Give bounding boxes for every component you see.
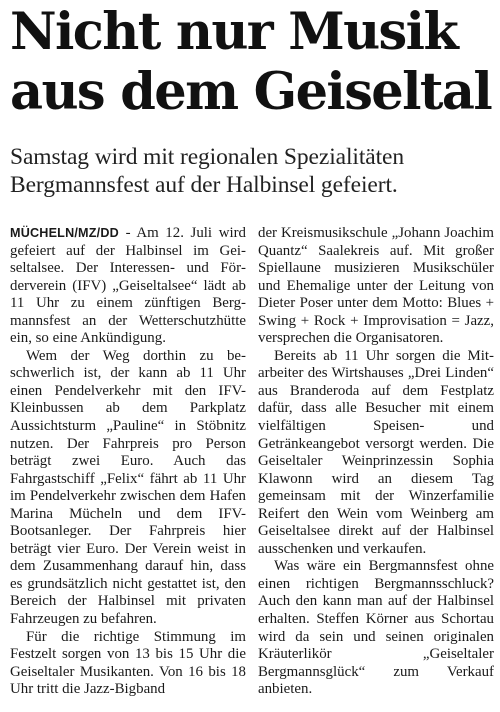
subheadline-line-1: Samstag wird mit regionalen Spezialitäten (10, 144, 404, 170)
headline-line-1: Nicht nur Musik (10, 2, 458, 62)
article-column-left (10, 225, 246, 699)
paragraph-1-text: - Am 12. Juli wird gefeiert auf der Halbinsel im Geiseltalsee. Der Interessen- und Förderverein (IFV) „Geiseltalsee“ lädt ab 11 Uhr zu einem zünftigen Bergmannsfest an der Wetterschutzhütte ein, so eine Ankündigung. (10, 225, 246, 347)
article-column-right (258, 225, 494, 699)
headline (10, 2, 495, 122)
paragraph-3: Für die richtige Stimmung im Festzelt sorgen von 13 bis 15 Uhr die Geiseltaler Musikanten. Von 16 bis 18 Uhr tritt die Jazz-Bigband (10, 628, 246, 698)
dateline: MÜCHELN/MZ/DD (10, 226, 119, 240)
paragraph-3-continued: der Kreismusikschule „Johann Joachim Quantz“ Saalekreis auf. Mit großer Spiellaune musizieren Musikschüler und Ehemalige unter der Leitung von Dieter Poser unter dem Motto: Blues + Swing + Rock + Improvisation = Jazz, versprechen die Organisatoren. (258, 225, 494, 347)
subheadline (10, 143, 495, 199)
paragraph-1 (10, 225, 246, 348)
subheadline-line-2: Bergmannsfest auf der Halbinsel gefeiert. (10, 172, 398, 198)
headline-line-2: aus dem Geiseltal (10, 62, 492, 122)
paragraph-4: Bereits ab 11 Uhr sorgen die Mitarbeiter des Wirtshauses „Drei Linden“ aus Branderoda auf dem Festplatz dafür, dass alle Besucher mit einem vielfältigen Speisen- und Getränkeangebot versorgt werden. Die Geiseltaler Weinprinzessin Sophia Klawonn wird an diesem Tag gemeinsam mit der Winzerfamilie Reifert den Wein vom Weinberg am Geiseltalsee direkt auf der Halbinsel ausschenken und verkaufen. (258, 347, 494, 557)
paragraph-2: Wem der Weg dorthin zu beschwerlich ist, der kann ab 11 Uhr einen Pendelverkehr mit den IFV-Kleinbussen ab dem Parkplatz Aussichtsturm „Pauline“ in Stöbnitz nutzen. Der Fahrpreis pro Person beträgt zwei Euro. Auch das Fahrgastschiff „Felix“ fährt ab 11 Uhr im Pendelverkehr zwischen dem Hafen Marina Mücheln und dem IFV-Bootsanleger. Der Fahrpreis hier beträgt vier Euro. Der Verein weist in dem Zusammenhang darauf hin, dass es grundsätzlich nicht gestattet ist, den Bereich der Halbinsel mit privaten Fahrzeugen zu befahren. (10, 347, 246, 628)
paragraph-5: Was wäre ein Bergmannsfest ohne einen richtigen Bergmannsschluck? Auch den kann man auf der Halbinsel erhalten. Steffen Körner aus Schortau wird da sein und seinen originalen Kräuterlikör „Geiseltaler Bergmannsglück“ zum Verkauf anbieten. (258, 558, 494, 698)
